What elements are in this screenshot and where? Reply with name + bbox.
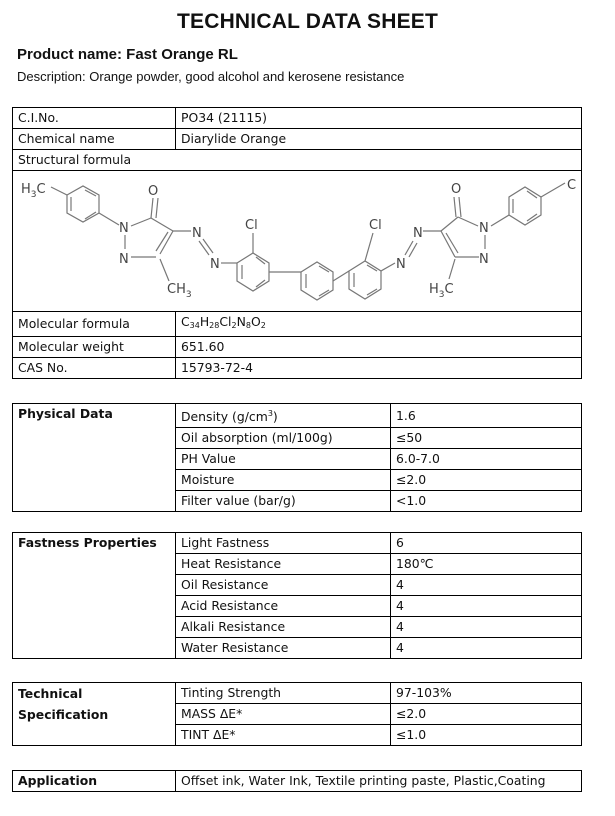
table-row — [13, 171, 582, 312]
fastness-header: Fastness Properties — [13, 533, 176, 659]
oil-absorption-value: ≤50 — [391, 428, 582, 449]
product-name: Product name: Fast Orange RL — [17, 46, 238, 63]
ci-value: PO34 (21115) — [176, 108, 582, 129]
density-label: Density $(g/cm^3)$ — [176, 404, 391, 428]
molecular-formula-value: $C_{34}H_{28}Cl_2N_8O_2$ — [176, 312, 582, 337]
fastness-value: 180℃ — [391, 554, 582, 575]
molecular-formula-label: Molecular formula — [13, 312, 176, 337]
oil-absorption-label: Oil absorption (ml/100g) — [176, 428, 391, 449]
fastness-value: 4 — [391, 638, 582, 659]
fastness-value: 4 — [391, 596, 582, 617]
fastness-label: Light Fastness — [176, 533, 391, 554]
cas-label: CAS No. — [13, 358, 176, 379]
table-row — [13, 312, 582, 337]
ch3-left-label: $CH_3$ — [167, 282, 192, 300]
table-row — [13, 129, 582, 150]
application-header: Application — [13, 771, 176, 792]
description — [17, 69, 404, 84]
n-atom-label: N — [396, 257, 406, 272]
structural-formula-label: Structural formula — [13, 150, 582, 171]
moisture-label: Moisture — [176, 470, 391, 491]
n-atom-label: N — [479, 221, 489, 236]
ph-value: 6.0-7.0 — [391, 449, 582, 470]
o-atom-label: O — [148, 184, 159, 199]
physical-data-header: Physical Data — [13, 404, 176, 512]
molecular-weight-label: Molecular weight — [13, 337, 176, 358]
right-c-label: C — [567, 178, 577, 193]
cl-atom-label: Cl — [369, 218, 382, 233]
moisture-value: ≤2.0 — [391, 470, 582, 491]
chemical-name-label: Chemical name — [13, 129, 176, 150]
ph-value-label: PH Value — [176, 449, 391, 470]
application-value: Offset ink, Water Ink, Textile printing paste, Plastic,Coating — [176, 771, 582, 792]
n-atom-label: N — [192, 226, 202, 241]
page-title: TECHNICAL DATA SHEET — [176, 10, 439, 33]
table-row — [13, 337, 582, 358]
table-row — [13, 404, 582, 428]
n-atom-label: N — [119, 252, 129, 267]
h3c-right-label: $H_3C$ — [429, 282, 454, 300]
fastness-label: Alkali Resistance — [176, 617, 391, 638]
spec-value: 97-103% — [391, 683, 582, 704]
n-atom-label: N — [479, 252, 489, 267]
spec-value: ≤2.0 — [391, 704, 582, 725]
table-row — [13, 533, 582, 554]
fastness-value: 6 — [391, 533, 582, 554]
description-text: Orange powder, good alcohol and kerosene resistance — [89, 69, 405, 84]
description-label: Description: — [17, 69, 86, 84]
cl-atom-label: Cl — [245, 218, 258, 233]
identification-table — [12, 107, 582, 379]
fastness-value: 4 — [391, 617, 582, 638]
table-row — [13, 683, 582, 704]
spec-label: MASS ΔE* — [176, 704, 391, 725]
density-value: 1.6 — [391, 404, 582, 428]
h3c-left-label: $H_3C$ — [21, 182, 46, 200]
cas-value: 15793-72-4 — [176, 358, 582, 379]
physical-data-table — [12, 403, 582, 512]
ci-label: C.I.No. — [13, 108, 176, 129]
spec-label: Tinting Strength — [176, 683, 391, 704]
n-atom-label: N — [210, 257, 220, 272]
fastness-label: Oil Resistance — [176, 575, 391, 596]
fastness-label: Heat Resistance — [176, 554, 391, 575]
fastness-table — [12, 532, 582, 659]
n-atom-label: N — [119, 221, 129, 236]
n-atom-label: N — [413, 226, 423, 241]
table-row — [13, 358, 582, 379]
o-atom-label: O — [451, 182, 462, 197]
fastness-value: 4 — [391, 575, 582, 596]
technical-spec-table — [12, 682, 582, 746]
molecular-weight-value: 651.60 — [176, 337, 582, 358]
table-row — [13, 150, 582, 171]
fastness-label: Acid Resistance — [176, 596, 391, 617]
chemical-name-value: Diarylide Orange — [176, 129, 582, 150]
technical-spec-header: Technical Specification — [13, 683, 176, 746]
filter-value-label: Filter value (bar/g) — [176, 491, 391, 512]
application-table — [12, 770, 582, 792]
fastness-label: Water Resistance — [176, 638, 391, 659]
table-row — [13, 108, 582, 129]
table-row — [13, 771, 582, 792]
filter-value: <1.0 — [391, 491, 582, 512]
structural-formula-svg — [13, 171, 581, 311]
structural-formula-drawing — [13, 171, 582, 312]
spec-value: ≤1.0 — [391, 725, 582, 746]
spec-label: TINT ΔE* — [176, 725, 391, 746]
